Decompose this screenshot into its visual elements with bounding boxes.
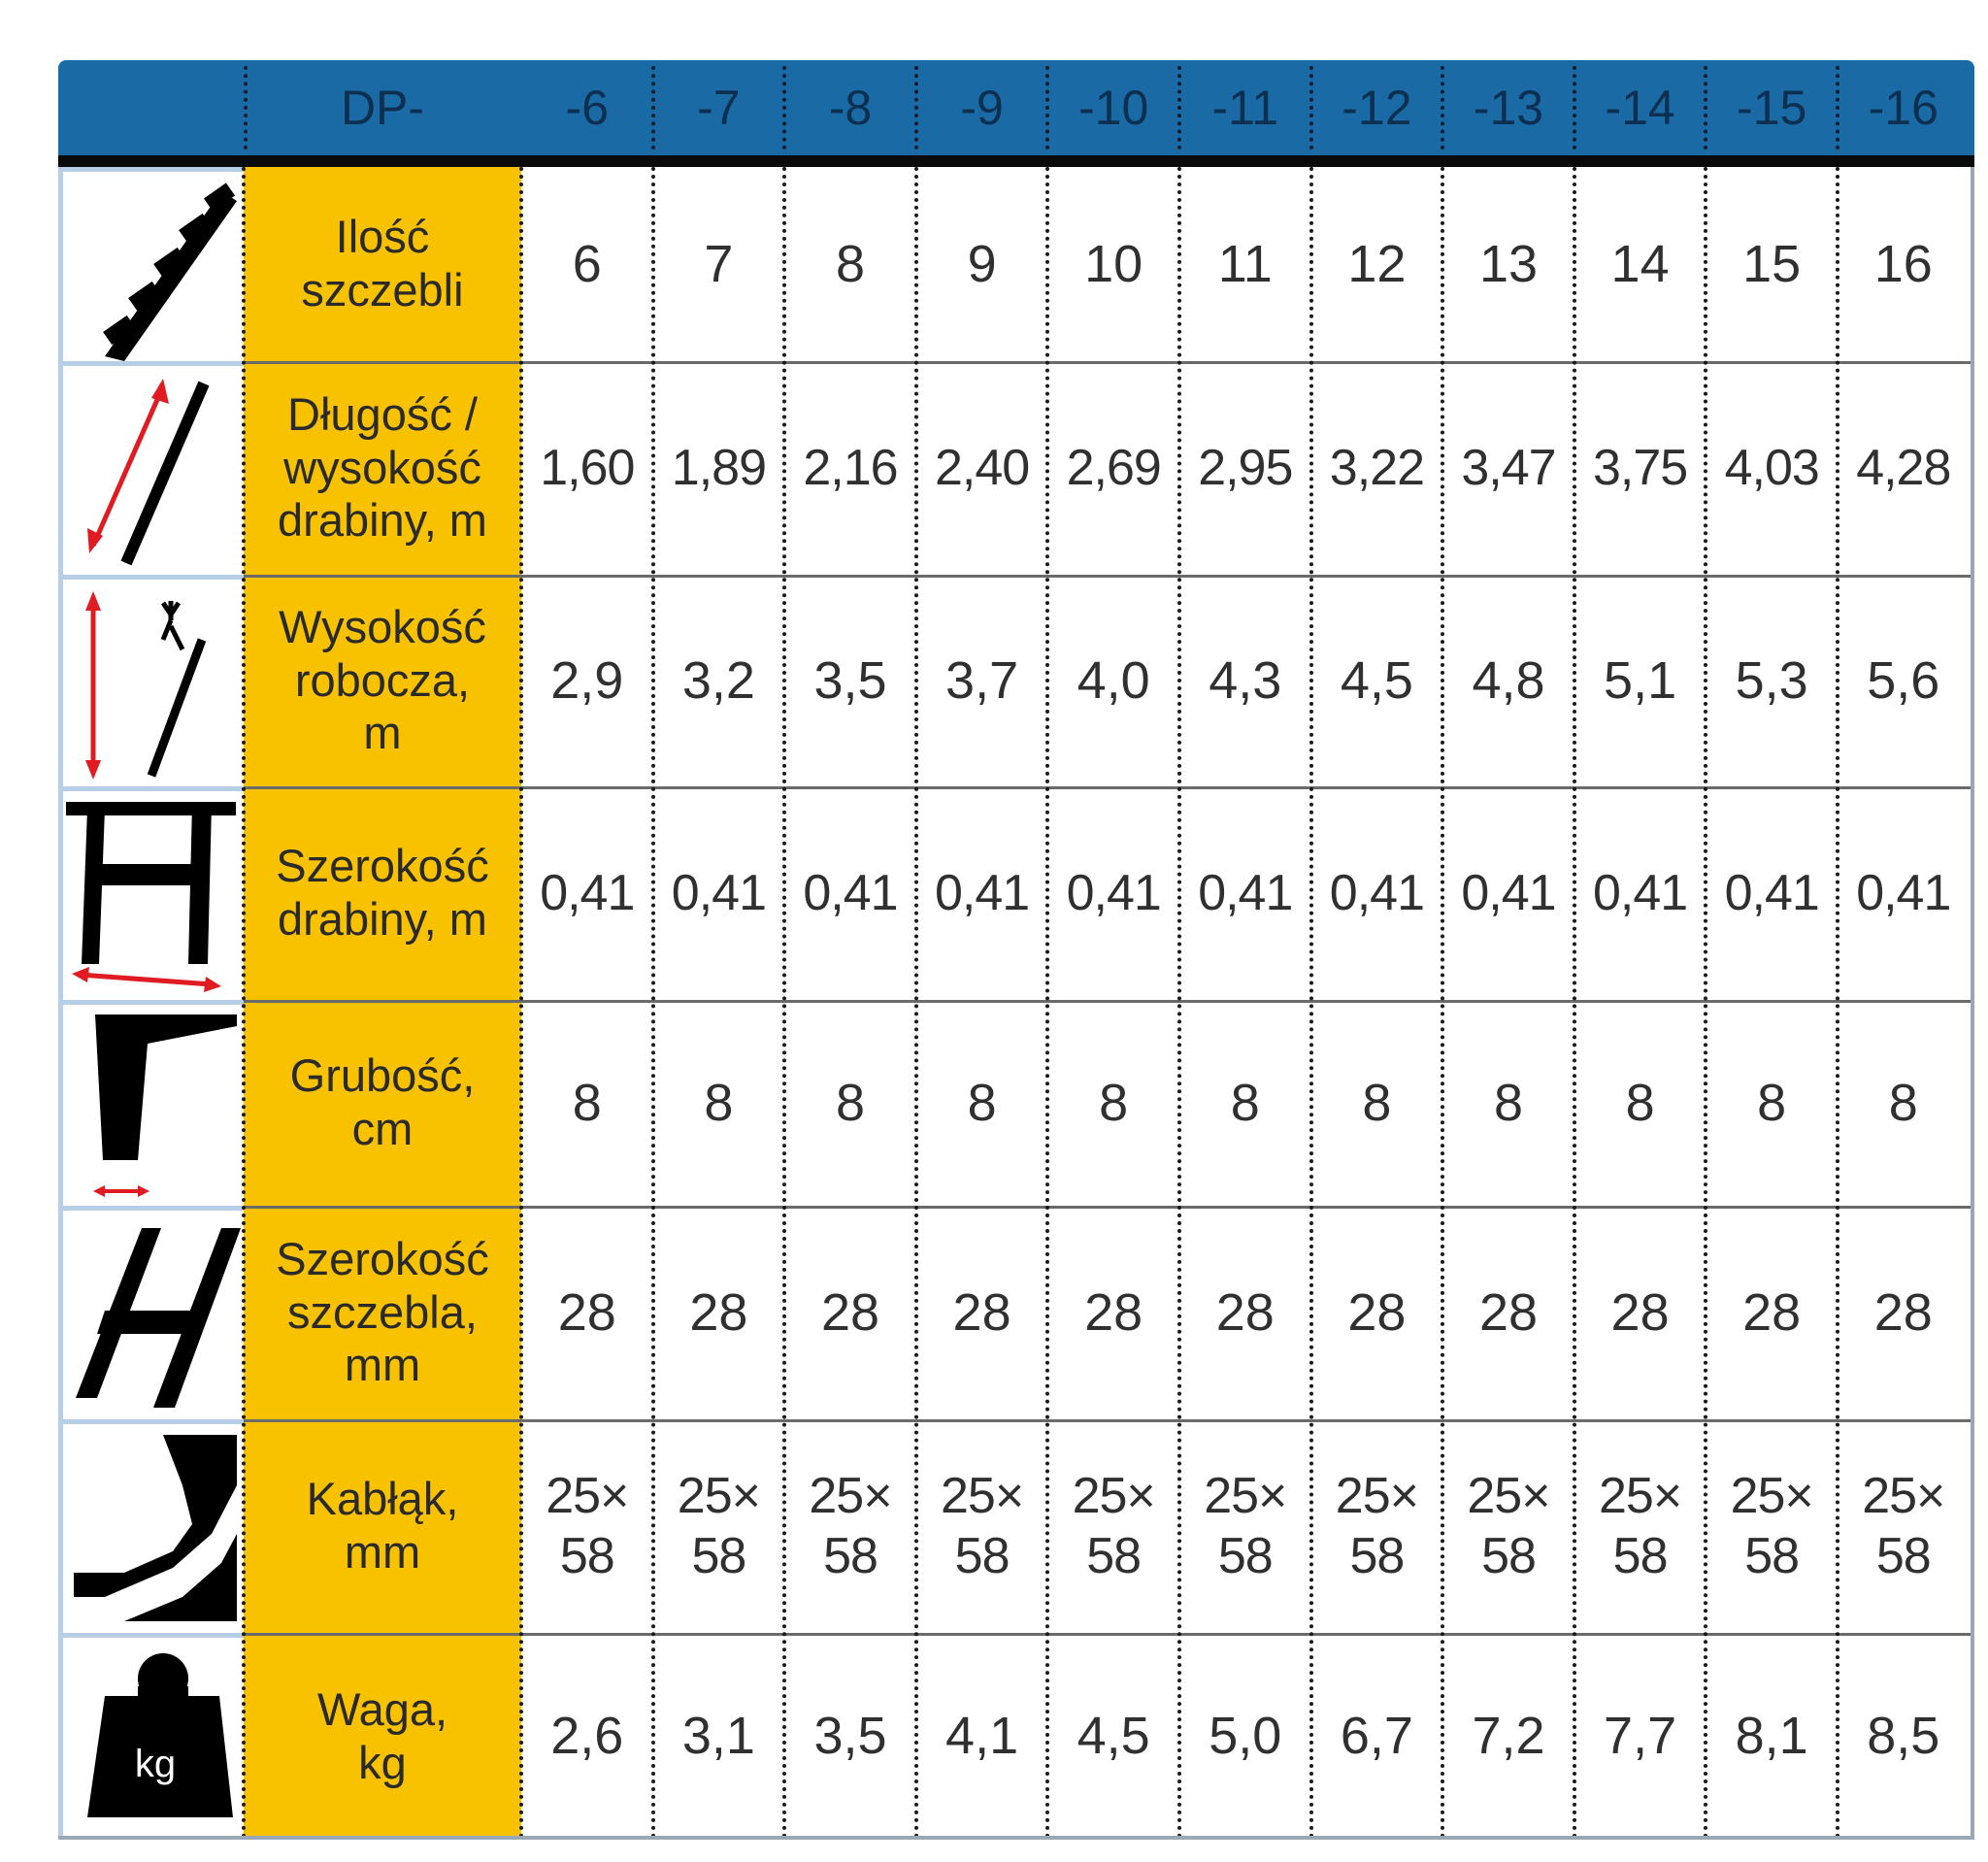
table-cell: 0,41 — [540, 864, 635, 921]
header-model-0: -6 — [565, 81, 610, 135]
row-label: Długość / wysokość drabiny, m — [278, 388, 487, 547]
table-cell: 8 — [1888, 1073, 1918, 1132]
table-cell: 28 — [1742, 1282, 1802, 1342]
column-divider — [242, 167, 246, 1840]
header-separator — [914, 66, 918, 150]
working-height-icon — [66, 582, 241, 785]
header-separator — [1836, 66, 1839, 150]
table-cell: 8 — [835, 234, 865, 293]
table-cell: 7,2 — [1472, 1707, 1545, 1766]
icon-cell — [58, 167, 244, 361]
row-divider — [244, 1419, 1974, 1422]
table-cell: 8 — [1625, 1073, 1655, 1132]
row-divider — [244, 1000, 1974, 1003]
table-cell: 6 — [572, 234, 602, 293]
table-cell: 8,1 — [1735, 1707, 1808, 1766]
table-cell: 0,41 — [1066, 864, 1161, 921]
ladder-length-icon — [66, 369, 241, 573]
table-cell: 3,5 — [813, 1707, 887, 1766]
table-cell: 28 — [820, 1282, 880, 1342]
table-cell: 25× 58 — [1862, 1467, 1945, 1584]
icon-cell — [58, 786, 244, 1000]
header-separator — [1441, 66, 1444, 150]
header-separator — [1045, 66, 1049, 150]
table-cell: 8 — [835, 1073, 865, 1132]
icon-cell — [58, 1206, 244, 1419]
table-cell: 9 — [967, 234, 997, 293]
icon-cell — [58, 1419, 244, 1633]
table-cell: 25× 58 — [677, 1467, 760, 1584]
column-divider — [1573, 167, 1576, 1840]
table-cell: 5,6 — [1867, 650, 1940, 710]
table-cell: 0,41 — [803, 864, 898, 921]
header-separator — [244, 66, 248, 150]
icon-cell — [58, 1633, 244, 1840]
table-cell: 6,7 — [1340, 1707, 1413, 1766]
row-label: Waga, kg — [316, 1682, 448, 1788]
header-separator — [1309, 66, 1313, 150]
column-divider — [1704, 167, 1707, 1840]
header-separator — [1573, 66, 1576, 150]
table-cell: 25× 58 — [809, 1467, 892, 1584]
header-model-8: -14 — [1605, 81, 1675, 135]
profile-thickness-icon — [66, 1005, 241, 1209]
table-cell: 28 — [1347, 1282, 1407, 1342]
table-cell: 5,1 — [1604, 650, 1677, 710]
table-cell: 28 — [557, 1282, 616, 1342]
table-cell: 3,75 — [1592, 439, 1688, 496]
icon-cell — [58, 1000, 244, 1206]
row-divider — [244, 575, 1974, 578]
table-cell: 2,6 — [550, 1707, 624, 1766]
header-model-5: -11 — [1211, 81, 1279, 135]
table-cell: 4,5 — [1077, 1707, 1150, 1766]
header-model-2: -8 — [828, 81, 873, 135]
table-cell: 28 — [689, 1282, 748, 1342]
table-cell: 5,0 — [1209, 1707, 1282, 1766]
table-cell: 0,41 — [1329, 864, 1424, 921]
header-separator — [1704, 66, 1707, 150]
table-cell: 4,0 — [1077, 650, 1150, 710]
table-cell: 8 — [572, 1073, 602, 1132]
table-cell: 0,41 — [1592, 864, 1688, 921]
table-cell: 2,40 — [934, 439, 1030, 496]
table-cell: 28 — [1610, 1282, 1670, 1342]
column-divider — [1045, 167, 1049, 1840]
table-cell: 2,69 — [1066, 439, 1161, 496]
table-cell: 28 — [1084, 1282, 1143, 1342]
table-cell: 4,1 — [945, 1707, 1019, 1766]
header-model-6: -12 — [1342, 81, 1412, 135]
table-cell: 8 — [1493, 1073, 1523, 1132]
column-divider — [519, 167, 523, 1840]
table-cell: 3,47 — [1461, 439, 1556, 496]
table-cell: 25× 58 — [1072, 1467, 1155, 1584]
table-cell: 8 — [1099, 1073, 1129, 1132]
table-cell: 1,89 — [671, 439, 766, 496]
header-model-9: -15 — [1737, 81, 1807, 135]
icon-cell — [58, 575, 244, 786]
table-cell: 2,16 — [803, 439, 898, 496]
table-cell: 2,9 — [550, 650, 624, 710]
table-cell: 0,41 — [671, 864, 766, 921]
table-cell: 0,41 — [934, 864, 1030, 921]
ladder-steps-icon — [66, 172, 241, 361]
weight-unit-label: kg — [134, 1743, 177, 1785]
row-divider — [244, 786, 1974, 789]
table-cell: 3,1 — [681, 1707, 755, 1766]
table-cell: 8 — [1230, 1073, 1260, 1132]
table-cell: 1,60 — [540, 439, 635, 496]
table-cell: 25× 58 — [1335, 1467, 1418, 1584]
table-border-right — [1971, 167, 1974, 1840]
table-cell: 3,22 — [1329, 439, 1424, 496]
table-cell: 4,28 — [1856, 439, 1951, 496]
table-cell: 4,5 — [1340, 650, 1413, 710]
table-cell: 25× 58 — [1467, 1467, 1550, 1584]
table-cell: 4,03 — [1724, 439, 1819, 496]
header-model-10: -16 — [1868, 81, 1938, 135]
header-separator — [782, 66, 786, 150]
table-cell: 10 — [1084, 234, 1143, 293]
row-label: Szerokość drabiny, m — [276, 840, 489, 945]
row-divider — [244, 361, 1974, 364]
table-cell: 14 — [1610, 234, 1670, 293]
column-divider — [651, 167, 655, 1840]
table-cell: 11 — [1217, 234, 1273, 293]
column-divider — [1836, 167, 1839, 1840]
table-cell: 0,41 — [1724, 864, 1819, 921]
table-cell: 13 — [1478, 234, 1539, 293]
row-label: Wysokość robocza, m — [279, 601, 486, 759]
hook-icon — [66, 1427, 241, 1631]
table-cell: 4,3 — [1209, 650, 1282, 710]
header-model-4: -10 — [1078, 81, 1149, 135]
row-divider — [244, 1633, 1974, 1636]
rung-width-icon — [66, 1214, 241, 1417]
row-label: Grubość, cm — [289, 1049, 476, 1154]
table-cell: 7,7 — [1604, 1707, 1677, 1766]
table-cell: 0,41 — [1461, 864, 1556, 921]
table-cell: 12 — [1347, 234, 1407, 293]
header-separator — [651, 66, 655, 150]
table-cell: 8 — [1757, 1073, 1787, 1132]
table-cell: 28 — [1215, 1282, 1275, 1342]
ladder-spec-table — [58, 60, 1974, 1840]
table-cell: 25× 58 — [1730, 1467, 1813, 1584]
table-cell: 25× 58 — [546, 1467, 629, 1584]
table-cell: 25× 58 — [1204, 1467, 1287, 1584]
row-label: Ilość szczebli — [301, 211, 464, 316]
row-label: Kabłąk, mm — [306, 1473, 459, 1578]
table-cell: 5,3 — [1735, 650, 1808, 710]
column-divider — [782, 167, 786, 1840]
header-model-3: -9 — [960, 81, 1004, 135]
header-model-1: -7 — [697, 81, 741, 135]
table-cell: 15 — [1742, 234, 1802, 293]
table-cell: 3,7 — [945, 650, 1019, 710]
table-cell: 28 — [1478, 1282, 1539, 1342]
table-cell: 8 — [967, 1073, 997, 1132]
table-cell: 7 — [704, 234, 734, 293]
table-cell: 0,41 — [1198, 864, 1293, 921]
table-cell: 25× 58 — [940, 1467, 1024, 1584]
table-cell: 16 — [1873, 234, 1933, 293]
header-model-7: -13 — [1473, 81, 1544, 135]
column-divider — [1441, 167, 1444, 1840]
table-cell: 8 — [1362, 1073, 1392, 1132]
table-cell: 4,8 — [1472, 650, 1545, 710]
column-divider — [1177, 167, 1181, 1840]
column-divider — [1309, 167, 1313, 1840]
table-cell: 28 — [1873, 1282, 1933, 1342]
row-label: Szerokość szczebla, mm — [276, 1233, 489, 1391]
header-divider — [58, 155, 1974, 167]
table-cell: 3,2 — [681, 650, 755, 710]
table-cell: 0,41 — [1856, 864, 1951, 921]
table-cell: 28 — [952, 1282, 1011, 1342]
ladder-width-icon — [66, 794, 241, 998]
table-cell: 2,95 — [1198, 439, 1293, 496]
table-cell: 8 — [704, 1073, 734, 1132]
table-border-bottom — [58, 1836, 1974, 1840]
table-cell: 25× 58 — [1598, 1467, 1682, 1584]
header-separator — [1177, 66, 1181, 150]
column-divider — [914, 167, 918, 1840]
model-prefix: DP- — [340, 81, 425, 135]
icon-cell — [58, 361, 244, 575]
weight-icon — [66, 1638, 241, 1842]
table-cell: 3,5 — [813, 650, 887, 710]
row-divider — [244, 1206, 1974, 1209]
table-cell: 8,5 — [1867, 1707, 1940, 1766]
